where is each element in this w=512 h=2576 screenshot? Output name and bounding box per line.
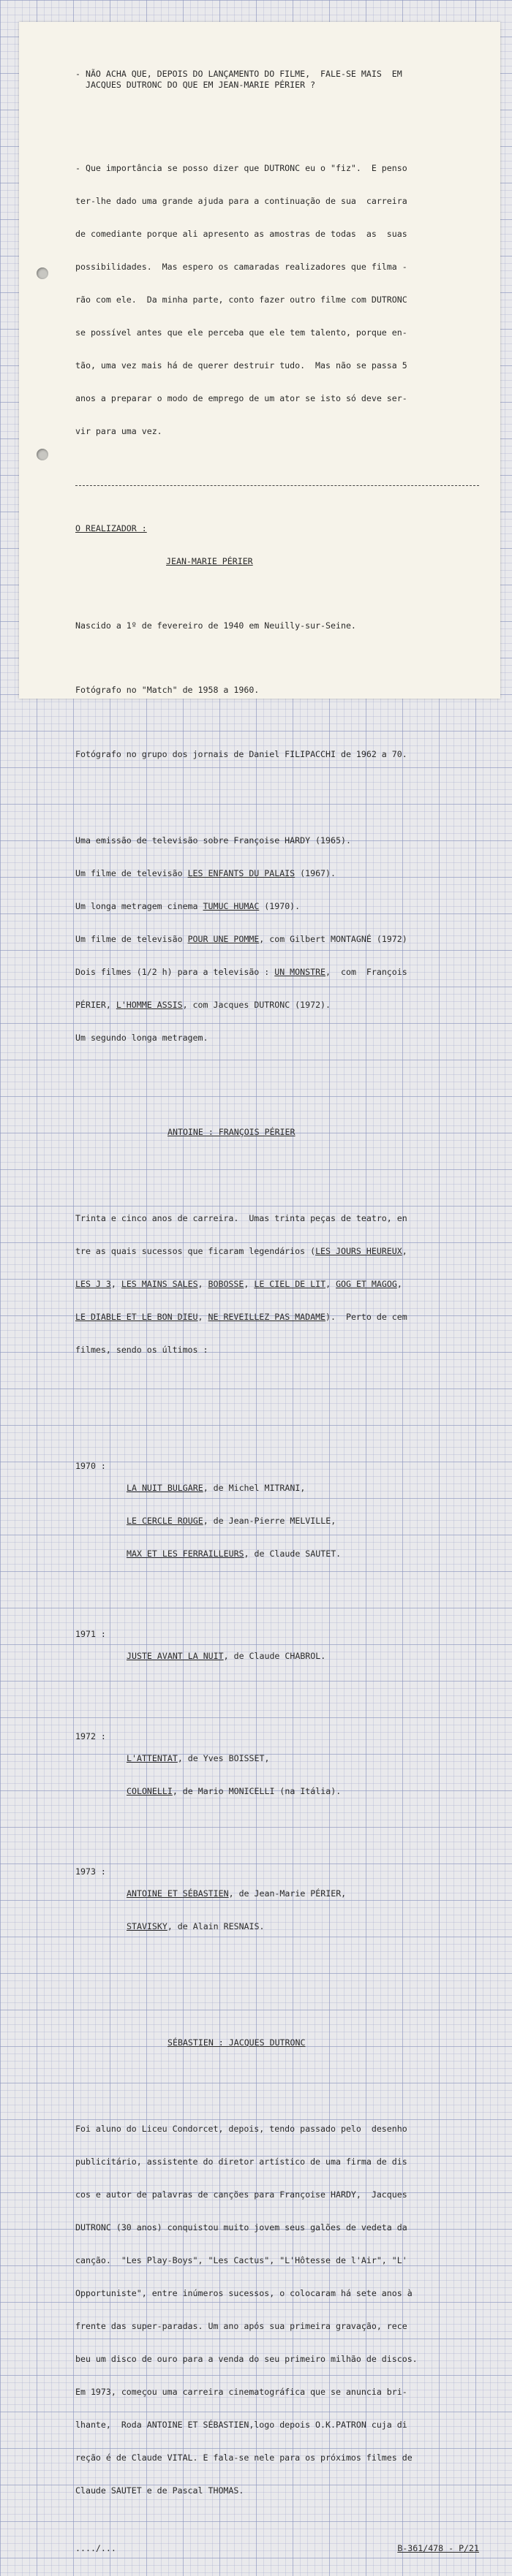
film-title: L'ATTENTAT [127, 1753, 178, 1763]
film-title: LA NUIT BULGARE [127, 1483, 203, 1493]
film-title: JUSTE AVANT LA NUIT [127, 1651, 224, 1661]
film-title: LES ENFANTS DU PALAIS [187, 868, 295, 878]
film-title: UN MONSTRE [274, 967, 326, 977]
antoine-career: Trinta e cinco anos de carreira. Umas trinta peças de teatro, en tre as quais sucessos que ficaram legendários (LES JOURS HEUREUX, LES J 3, LES MAINS SALES, BOBOSSE, LE CIEL DE LIT, GOG ET MAGOG, LE DIABLE ET LE BON DIEU, NE REVEILLEZ PAS MADAME). Perto de cem filmes, sendo os últimos : [75, 1213, 407, 1355]
realizador-match: Fotógrafo no "Match" de 1958 a 1960. [75, 685, 260, 695]
film-year: 1971 : [75, 1629, 106, 1639]
punch-hole [37, 449, 48, 460]
punch-hole [37, 267, 48, 279]
page-footer [75, 2543, 479, 2554]
film-title: L'HOMME ASSIS [116, 1000, 183, 1010]
film-title: LE CERCLE ROUGE [127, 1516, 203, 1526]
play-title: LES MAINS SALES [121, 1279, 198, 1289]
film-year: 1972 : [75, 1731, 106, 1741]
realizador-born: Nascido a 1º de fevereiro de 1940 em Neuilly-sur-Seine. [75, 620, 356, 631]
realizador-heading: O REALIZADOR : [75, 523, 147, 533]
film-year-row: 1973 : ANTOINE ET SÉBASTIEN, de Jean-Marie PÉRIER, STAVISKY, de Alain RESNAIS. [75, 1866, 479, 1954]
film-title: ANTOINE ET SÉBASTIEN [127, 1888, 229, 1899]
document-reference: B-361/478 - P/21 [397, 2543, 479, 2553]
film-title: MAX ET LES FERRAILLEURS [127, 1549, 244, 1559]
dashed-divider [75, 485, 479, 486]
sebastien-heading: SÉBASTIEN : JACQUES DUTRONC [167, 2037, 306, 2048]
answer: - Que importância se posso dizer que DUTRONC eu o "fiz". E penso ter-lhe dado uma grande ajuda para a continuação de sua carreira de comediante porque ali apresento as amostras de todas as suas possibilidades. Mas espero os camaradas realizadores que filma - rão com ele. Da minha parte, conto fazer outro filme com DUTRONC se possível antes que ele perceba que ele tem talento, porque en- tão, uma vez mais há de querer destruir tudo. Mas não se passa 5 anos a preparar o modo de emprego de um ator se isto só deve ser- vir para uma vez. [75, 163, 407, 436]
film-title: POUR UNE POMME [187, 934, 260, 944]
film-title: STAVISKY [127, 1921, 167, 1931]
play-title: LES JOURS HEUREUX [315, 1246, 402, 1256]
document-body [75, 47, 479, 2576]
continued-marker: ..../... [75, 2543, 116, 2553]
realizador-filipacchi: Fotógrafo no grupo dos jornais de Daniel FILIPACCHI de 1962 a 70. [75, 749, 407, 759]
realizador-works: Uma emissão de televisão sobre Françoise HARDY (1965). Um filme de televisão LES ENFANTS DU PALAIS (1967). Um longa metragem cinema TUMUC HUMAC (1970). Um filme de televisão POUR UNE POMME, com Gilbert MONTAGNÉ (1972) Dois filmes (1/2 h) para a televisão : UN MONSTRE, com François PÉRIER, L'HOMME ASSIS, com Jacques DUTRONC (1972). Um segundo longa metragem. [75, 835, 407, 1043]
play-title: BOBOSSE [208, 1279, 244, 1289]
play-title: LE DIABLE ET LE BON DIEU [75, 1312, 198, 1322]
sebastien-bio: Foi aluno do Liceu Condorcet, depois, tendo passado pelo desenho publicitário, assistente do diretor artístico de uma firma de dis cos e autor de palavras de canções para Françoise HARDY, Jacques DUTRONC (30 anos) conquistou muito jovem seus galões de vedeta da canção. "Les Play-Boys", "Les Cactus", "L'Hôtesse de l'Air", "L' Opportuniste", entre inúmeros sucessos, o colocaram há sete anos à frente das super-paradas. Um ano após sua primeira gravação, rece beu um disco de ouro para a venda do seu primeiro milhão de discos. Em 1973, começou uma carreira cinematográfica que se anuncia bri- lhante, Roda ANTOINE ET SÉBASTIEN,logo depois O.K.PATRON cuja di reção é de Claude VITAL. E fala-se nele para os próximos filmes de Claude SAUTET e de Pascal THOMAS. [75, 2124, 418, 2496]
film-year-row: 1972 : L'ATTENTAT, de Yves BOISSET, COLONELLI, de Mario MONICELLI (na Itália). [75, 1731, 479, 1819]
play-title: NE REVEILLEZ PAS MADAME [208, 1312, 326, 1322]
realizador-name: JEAN-MARIE PÉRIER [166, 556, 253, 566]
film-title: TUMUC HUMAC [203, 901, 260, 911]
antoine-heading: ANTOINE : FRANÇOIS PÉRIER [167, 1127, 295, 1137]
film-year-row: 1971 : JUSTE AVANT LA NUIT, de Claude CHABROL. [75, 1629, 479, 1684]
question: - NÃO ACHA QUE, DEPOIS DO LANÇAMENTO DO FILME, FALE-SE MAIS EM JACQUES DUTRONC DO QUE EM JEAN-MARIE PÉRIER ? [75, 69, 402, 90]
document-page [19, 22, 500, 2553]
play-title: LE CIEL DE LIT [254, 1279, 326, 1289]
film-year: 1973 : [75, 1866, 106, 1877]
play-title: GOG ET MAGOG [336, 1279, 397, 1289]
film-year-row: 1970 : LA NUIT BULGARE, de Michel MITRANI, LE CERCLE ROUGE, de Jean-Pierre MELVILLE, MAX ET LES FERRAILLEURS, de Claude SAUTET. [75, 1461, 479, 1581]
film-title: COLONELLI [127, 1786, 173, 1796]
film-year: 1970 : [75, 1461, 106, 1471]
play-title: LES J 3 [75, 1279, 111, 1289]
filmography [75, 1439, 479, 1976]
